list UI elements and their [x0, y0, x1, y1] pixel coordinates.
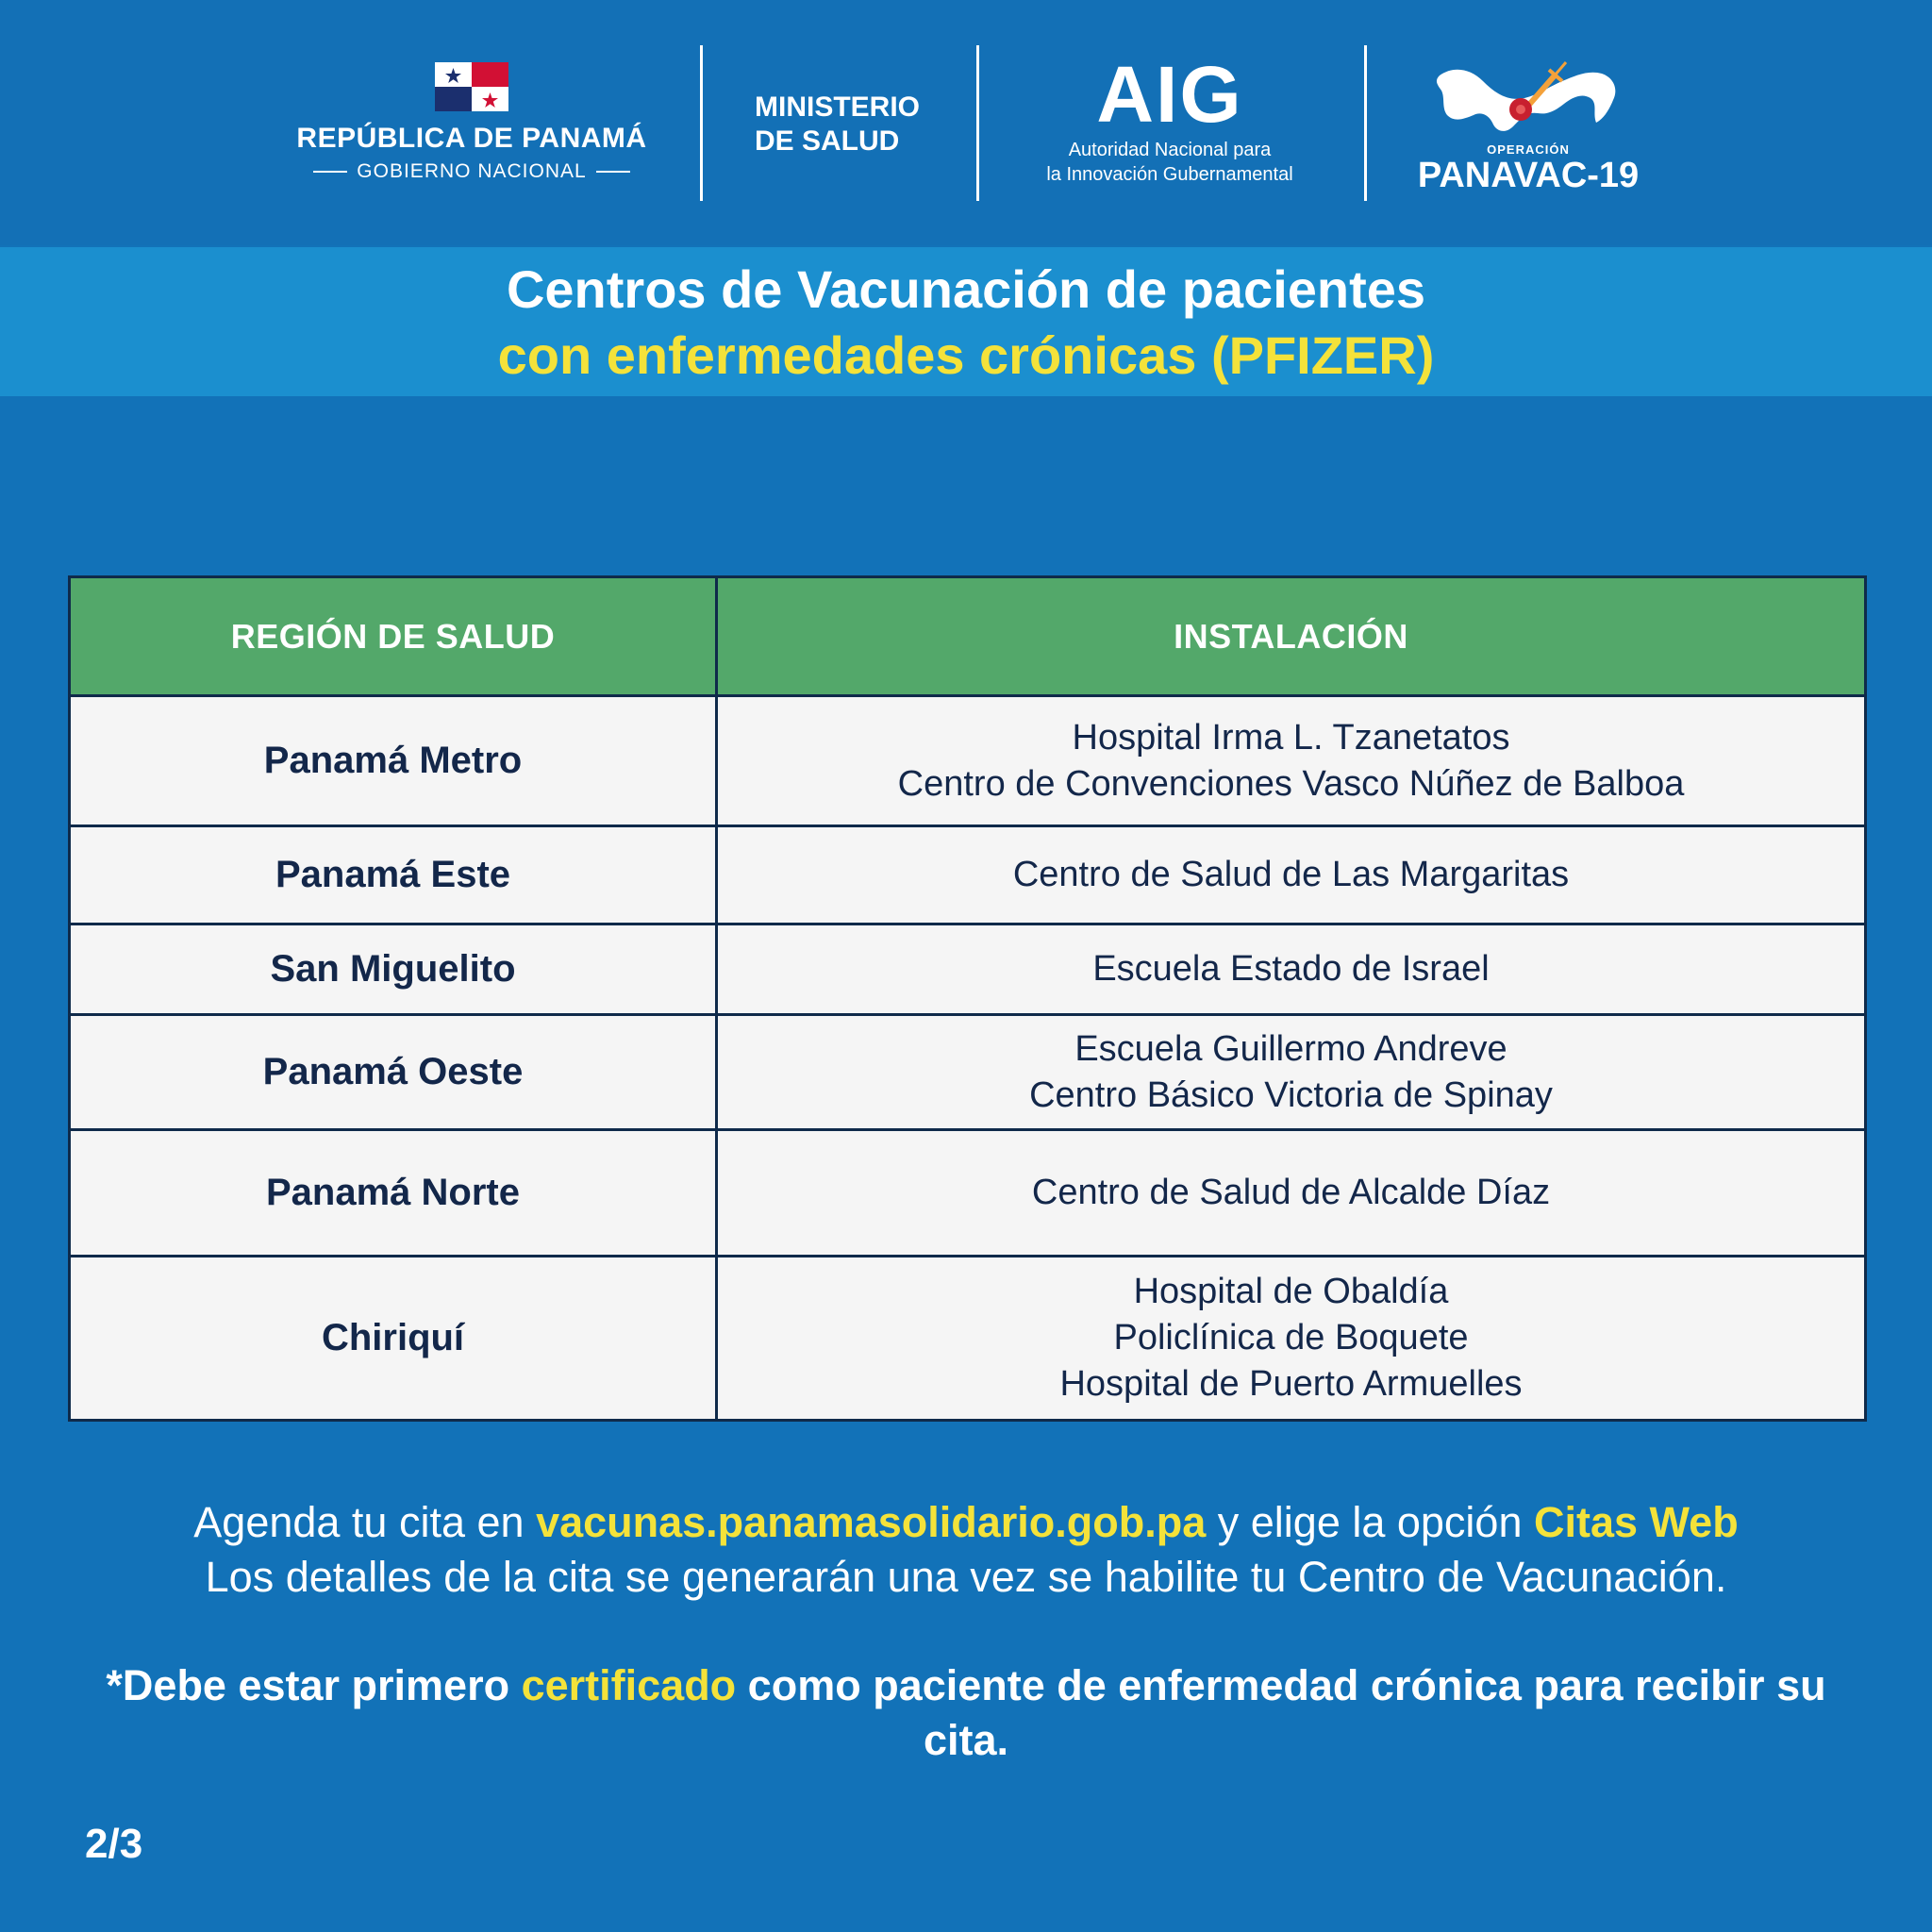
instalacion-cell	[717, 696, 1866, 826]
instalacion-item: Centro Básico Victoria de Spinay	[1029, 1074, 1553, 1115]
title-band	[0, 247, 1932, 396]
instalacion-item: Hospital de Puerto Armuelles	[1059, 1364, 1523, 1404]
republica-title: REPÚBLICA DE PANAMÁ	[296, 123, 647, 154]
vaccination-centers-table	[68, 575, 1867, 1422]
region-cell: Panamá Metro	[70, 696, 717, 826]
appointment-url-link[interactable]: vacunas.panamasolidario.gob.pa	[536, 1498, 1207, 1546]
info-middle: y elige la opción	[1206, 1498, 1534, 1546]
panama-map-syringe-icon	[1434, 57, 1623, 146]
ministerio-line1: MINISTERIO	[755, 92, 921, 123]
appointment-line1	[0, 1495, 1932, 1550]
page-number: 2/3	[85, 1821, 143, 1867]
instalacion-item: Escuela Estado de Israel	[1092, 949, 1490, 989]
operacion-label: OPERACIÓN	[1487, 142, 1570, 157]
region-cell: Panamá Norte	[70, 1130, 717, 1257]
republica-panama-logo	[288, 62, 656, 183]
instalacion-item: Centro de Salud de Las Margaritas	[1012, 855, 1570, 894]
aig-line2: la Innovación Gubernamental	[1046, 164, 1293, 185]
citas-web-option: Citas Web	[1533, 1498, 1739, 1546]
instalacion-item: Hospital de Obaldía	[1133, 1272, 1449, 1311]
instalacion-cell	[717, 826, 1866, 924]
column-header-instalacion: INSTALACIÓN	[717, 577, 1866, 696]
note-highlight: certificado	[521, 1661, 737, 1709]
page-title: Centros de Vacunación de pacientes	[506, 259, 1426, 319]
instalacion-item: Centro de Convenciones Vasco Núñez de Balboa	[897, 763, 1685, 804]
info-prefix: Agenda tu cita en	[193, 1498, 537, 1546]
header-divider	[700, 45, 703, 201]
region-cell: Panamá Oeste	[70, 1015, 717, 1130]
panama-flag-icon	[435, 62, 508, 111]
table-header-row	[70, 577, 1866, 696]
aig-logo	[1019, 52, 1321, 186]
gobierno-nacional-text: GOBIERNO NACIONAL	[357, 160, 587, 182]
panavac-logo	[1415, 57, 1641, 194]
appointment-info	[0, 1495, 1932, 1605]
instalacion-cell	[717, 1015, 1866, 1130]
table-row	[70, 1015, 1866, 1130]
region-cell: San Miguelito	[70, 924, 717, 1015]
instalacion-item: Policlínica de Boquete	[1113, 1318, 1469, 1357]
divider-line	[596, 171, 630, 173]
instalacion-item: Escuela Guillermo Andreve	[1074, 1028, 1507, 1069]
header-divider	[976, 45, 979, 201]
certification-note	[94, 1658, 1838, 1768]
header-divider	[1364, 45, 1367, 201]
divider-line	[313, 171, 347, 173]
column-header-region: REGIÓN DE SALUD	[70, 577, 717, 696]
note-suffix: como paciente de enfermedad crónica para recibir su cita.	[736, 1661, 1826, 1764]
ministerio-line2: DE SALUD	[755, 125, 900, 157]
table-row	[70, 1130, 1866, 1257]
table-row	[70, 924, 1866, 1015]
aig-acronym: AIG	[1096, 50, 1243, 139]
page-subtitle: con enfermedades crónicas (PFIZER)	[497, 325, 1435, 385]
instalacion-cell	[717, 1257, 1866, 1421]
ministerio-salud-logo	[755, 91, 920, 158]
header-logos	[0, 0, 1932, 245]
region-cell: Chiriquí	[70, 1257, 717, 1421]
instalacion-cell	[717, 1130, 1866, 1257]
gobierno-subtitle	[288, 160, 656, 183]
instalacion-item: Centro de Salud de Alcalde Díaz	[1031, 1173, 1551, 1212]
instalacion-item: Hospital Irma L. Tzanetatos	[1072, 717, 1510, 758]
panavac-label: PANAVAC-19	[1417, 156, 1640, 195]
aig-line1: Autoridad Nacional para	[1068, 140, 1272, 160]
appointment-line2: Los detalles de la cita se generarán una vez se habilite tu Centro de Vacunación.	[205, 1553, 1727, 1601]
note-prefix: *Debe estar primero	[106, 1661, 522, 1709]
table-row	[70, 1257, 1866, 1421]
table-row	[70, 696, 1866, 826]
region-cell: Panamá Este	[70, 826, 717, 924]
instalacion-cell	[717, 924, 1866, 1015]
table-row	[70, 826, 1866, 924]
